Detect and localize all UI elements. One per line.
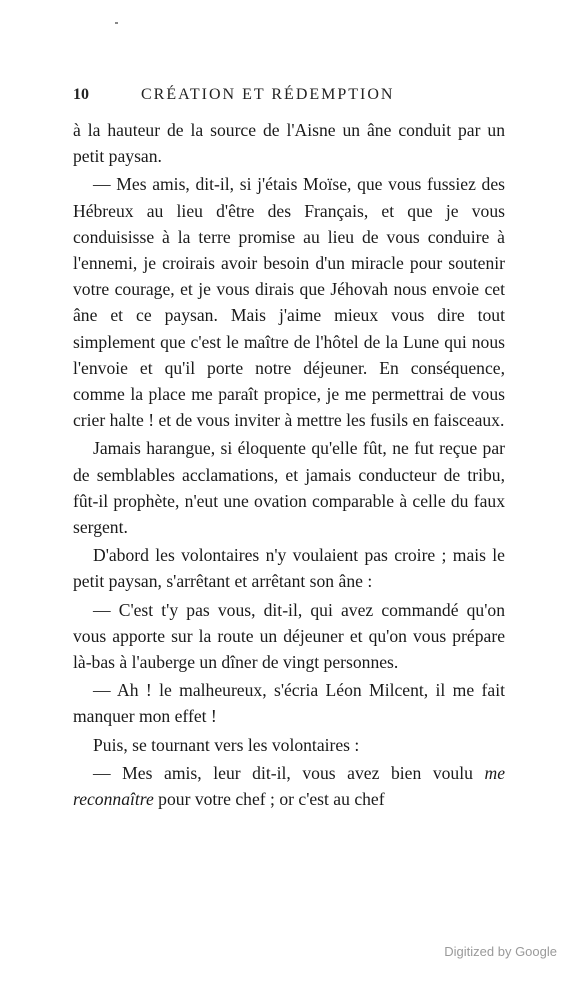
paragraph: Puis, se tournant vers les volontaires : — [93, 734, 360, 755]
page-number: 10 — [73, 86, 89, 103]
paragraph-continuation: à la hauteur de la source de l'Aisne un âne conduit par un petit paysan. — [73, 120, 505, 167]
italic-phrase: me reconnaître — [73, 762, 505, 810]
page-header — [73, 86, 505, 108]
paragraph: — C'est t'y pas vous, dit-il, qui avez commandé qu'on vous apporte sur la route un déjeuner et qu'on vous prépare là-bas à l'auberge un dîner de vingt personnes. — [73, 599, 505, 673]
paragraph-last-start: — Mes amis, leur dit-il, vous avez bien voulu — [93, 762, 485, 783]
paragraph: Jamais harangue, si éloquente qu'elle fût, ne fut reçue par de semblables acclamations, et jamais conducteur de tribu, fût-il prophète, n'eut une ovation comparable à celle du faux sergent. — [73, 438, 505, 538]
paragraph: — Mes amis, dit-il, si j'étais Moïse, que vous fussiez des Hébreux au lieu d'être des Français, et que je vous conduisisse à la terre promise au lieu de vous conduire à l'ennemi, je croirais avoir besoin d'un miracle pour soutenir votre courage, et je vous dirais que Jéhovah nous envoie cet âne et ce paysan. Mais j'aime mieux vous dire tout simplement que c'est le maître de l'hôtel de la Lune qui nous l'envoie et qu'il porte notre déjeuner. En conséquence, comme la place me paraît propice, je me permettrai de vous crier halte ! et de vous inviter à mettre les fusils en faisceaux. — [73, 174, 505, 431]
paragraph: — Ah ! le malheureux, s'écria Léon Milcent, il me fait manquer mon effet ! — [73, 680, 505, 727]
body-text — [73, 117, 505, 814]
paragraph: D'abord les volontaires n'y voulaient pas croire ; mais le petit paysan, s'arrêtant et arrêtant son âne : — [73, 545, 505, 592]
paragraph-last — [73, 760, 505, 812]
digitized-watermark: Digitized by Google — [444, 944, 557, 959]
running-title: CRÉATION ET RÉDEMPTION — [141, 86, 395, 103]
paragraph-last-end: pour votre chef ; or c'est au chef — [153, 789, 385, 810]
page-speck — [115, 22, 118, 24]
